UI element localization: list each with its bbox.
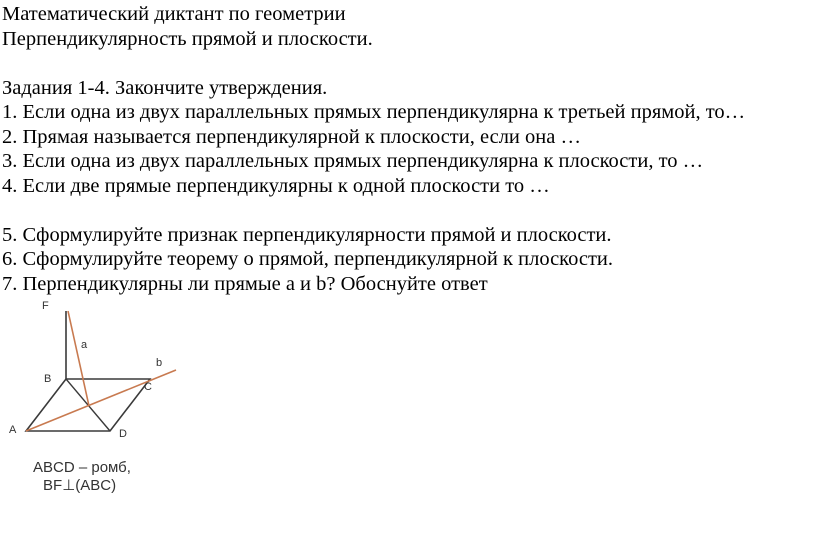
- point-label-d: D: [119, 428, 127, 440]
- spacer: [2, 51, 812, 76]
- task-item: 3. Если одна из двух параллельных прямых перпендикулярна к плоскости, то …: [2, 150, 704, 172]
- question-item: 7. Перпендикулярны ли прямые a и b? Обоснуйте ответ: [2, 272, 488, 295]
- document: [2, 2, 812, 296]
- figure-caption-line-1: ABCD – ромб,: [33, 459, 131, 476]
- point-label-f: F: [42, 300, 49, 312]
- document-subtitle: Перпендикулярность прямой и плоскости.: [2, 27, 373, 50]
- line-label-b: b: [156, 357, 163, 369]
- question-item: 6. Сформулируйте теорему о прямой, перпендикулярной к плоскости.: [2, 248, 614, 270]
- line-label-a: a: [81, 339, 88, 351]
- task-item: 4. Если две прямые перпендикулярны к одной плоскости то …: [2, 174, 550, 197]
- tasks-header: Задания 1-4. Закончите утверждения.: [2, 76, 328, 99]
- line-a: [68, 311, 89, 406]
- point-label-b: B: [44, 373, 52, 385]
- figure-caption-line-2: BF⊥(ABC): [43, 477, 117, 494]
- point-label-a: A: [9, 424, 17, 436]
- task-item: 1. Если одна из двух параллельных прямых перпендикулярна к третьей прямой, то…: [2, 101, 746, 123]
- task-item: 2. Прямая называется перпендикулярной к плоскости, если она …: [2, 125, 581, 148]
- spacer: [2, 198, 812, 223]
- point-label-c: C: [144, 381, 152, 393]
- document-title: Математический диктант по геометрии: [2, 3, 346, 25]
- geometry-figure: [0, 290, 200, 515]
- question-item: 5. Сформулируйте признак перпендикулярности прямой и плоскости.: [2, 223, 612, 246]
